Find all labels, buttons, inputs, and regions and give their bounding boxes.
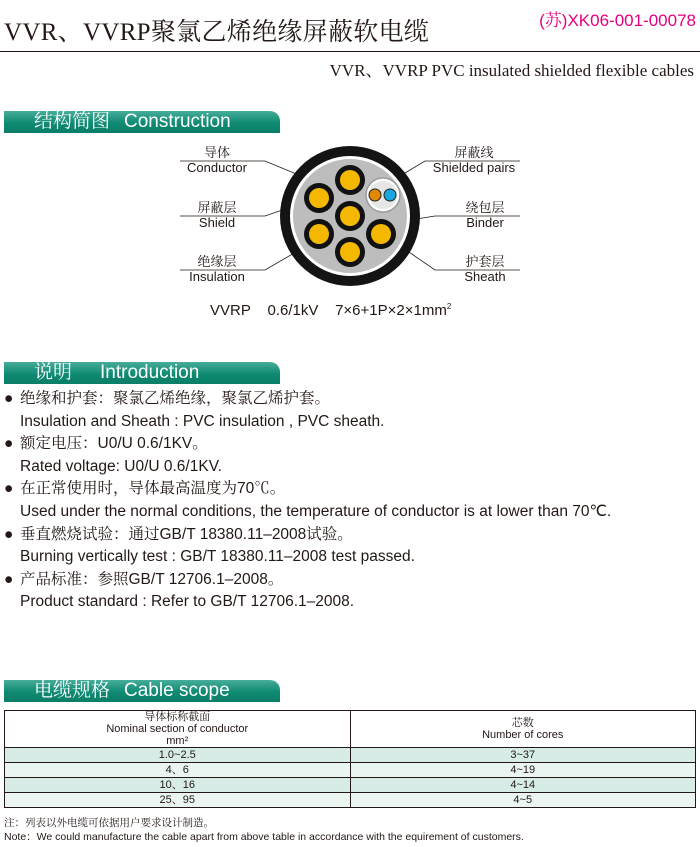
introduction-list <box>4 388 611 614</box>
model-spec-line <box>210 302 451 319</box>
table-row <box>5 793 696 808</box>
cell-cores: 4~14 <box>350 778 696 793</box>
section-header-cable-scope <box>4 680 280 702</box>
table-header-cores: 芯数 Number of cores <box>350 711 696 748</box>
intro-item-en: Insulation and Sheath : PVC insulation , PVC sheath. <box>20 412 385 430</box>
core <box>335 201 365 231</box>
core <box>335 165 365 195</box>
section-header-introduction <box>4 362 280 384</box>
label-insulation-en: Insulation <box>189 269 245 284</box>
core <box>304 183 334 213</box>
license-code: (苏)XK06-001-00078 <box>539 11 696 30</box>
shielded-pair <box>366 178 400 212</box>
leader-line-pairs <box>390 161 520 182</box>
intro-item-en: Product standard : Refer to GB/T 12706.1–2008. <box>20 593 355 611</box>
intro-item-en: Rated voltage: U0/U 0.6/1KV. <box>20 457 222 475</box>
bullet-icon: ● <box>4 570 14 588</box>
label-binder-en: Binder <box>466 215 504 230</box>
section-title-en: Construction <box>124 111 231 132</box>
cable-scope-table <box>4 710 696 808</box>
label-insulation-cn: 绝缘层 <box>197 254 237 269</box>
model-spec: 7×6+1P×2×1mm <box>335 302 447 319</box>
cell-section: 10、16 <box>5 778 351 793</box>
page-title: VVR、VVRP聚氯乙烯绝缘屏蔽软电缆 <box>4 19 430 46</box>
cell-cores: 4~5 <box>350 793 696 808</box>
section-title-en: Introduction <box>100 362 200 383</box>
cell-section: 25、95 <box>5 793 351 808</box>
core <box>335 237 365 267</box>
label-conductor-en: Conductor <box>187 160 247 175</box>
label-pairs-cn: 屏蔽线 <box>454 145 494 160</box>
label-binder-cn: 绕包层 <box>465 200 505 215</box>
leader-line-insulation <box>180 252 296 270</box>
model-voltage: 0.6/1kV <box>267 302 319 319</box>
cell-cores: 4~19 <box>350 763 696 778</box>
bullet-icon: ● <box>4 435 14 453</box>
section-header-construction <box>4 111 280 133</box>
table-row <box>5 763 696 778</box>
table-row <box>5 778 696 793</box>
intro-item-cn: ● 垂直燃烧试验：通过GB/T 18380.11–2008试验。 <box>4 524 611 547</box>
note-en: Note：We could manufacture the cable apart from above table in accordance with the equirement of customers. <box>4 831 524 843</box>
table-header-row <box>5 711 696 748</box>
label-conductor-cn: 导体 <box>203 145 230 160</box>
model-name: VVRP <box>210 302 251 319</box>
leader-line-shield <box>180 206 294 216</box>
intro-item-cn: ● 产品标准：参照GB/T 12706.1–2008。 <box>4 569 611 592</box>
table-row <box>5 748 696 763</box>
intro-item-cn: ● 绝缘和护套：聚氯乙烯绝缘，聚氯乙烯护套。 <box>4 388 611 411</box>
section-title-cn: 说明 <box>34 362 73 383</box>
intro-item-cn: ● 在正常使用时，导体最高温度为70℃。 <box>4 478 611 501</box>
core <box>304 219 334 249</box>
intro-item-en: Burning vertically test : GB/T 18380.11–2008 test passed. <box>20 548 415 566</box>
section-title-cn: 电缆规格 <box>34 680 111 701</box>
table-header-section: 导体标称截面 Nominal section of conductor mm² <box>5 711 351 748</box>
cell-section: 1.0~2.5 <box>5 748 351 763</box>
cell-cores: 3~37 <box>350 748 696 763</box>
leader-line-binder <box>410 216 520 220</box>
model-spec-sup: 2 <box>446 302 452 311</box>
cell-section: 4、6 <box>5 763 351 778</box>
leader-line-sheath <box>406 250 520 270</box>
intro-item-cn: ● 额定电压：U0/U 0.6/1KV。 <box>4 433 611 456</box>
label-pairs-en: Shielded pairs <box>432 160 516 175</box>
header-divider <box>0 51 700 52</box>
bullet-icon: ● <box>4 525 14 543</box>
label-shield-en: Shield <box>198 215 236 230</box>
note-cn: 注：列表以外电缆可依据用户要求设计制造。 <box>4 817 214 829</box>
bullet-icon: ● <box>4 390 14 407</box>
label-sheath-en: Sheath <box>464 269 506 284</box>
section-title-en: Cable scope <box>124 680 230 701</box>
label-shield-cn: 屏蔽层 <box>197 200 237 215</box>
bullet-icon: ● <box>4 480 14 498</box>
intro-item-en: Used under the normal conditions, the temperature of conductor is at lower than 70℃. <box>20 502 612 520</box>
cable-cross-section-diagram <box>170 140 540 295</box>
core <box>366 219 396 249</box>
label-sheath-cn: 护套层 <box>465 254 505 269</box>
page-subtitle: VVR、VVRP PVC insulated shielded flexible cables <box>329 61 694 80</box>
section-title-cn: 结构简图 <box>34 111 111 132</box>
